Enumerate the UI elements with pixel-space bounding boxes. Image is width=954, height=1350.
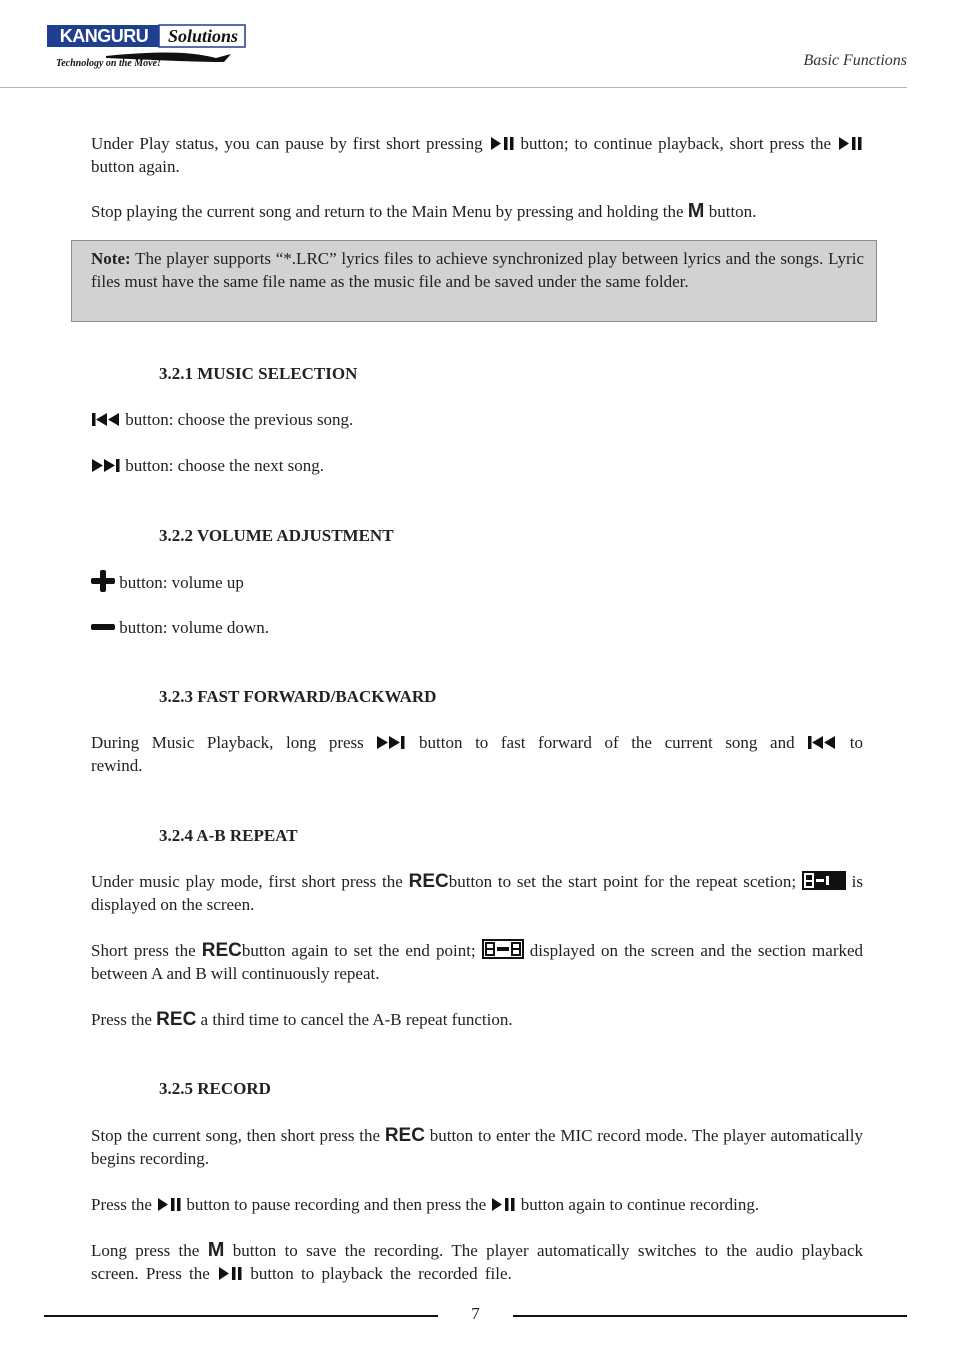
previous-icon — [807, 736, 837, 749]
heading-music-selection: 3.2.1 MUSIC SELECTION — [159, 364, 358, 383]
heading-fast-forward-backward: 3.2.3 FAST FORWARD/BACKWARD — [159, 687, 437, 706]
next-icon — [376, 736, 406, 749]
ab-repeat-paragraph-3: Press the REC a third time to cancel the A-B repeat function. — [91, 1009, 513, 1030]
footer-rule-left — [44, 1315, 438, 1317]
play-pause-icon — [489, 137, 515, 150]
intro-paragraph-2: Stop playing the current song and return to the Main Menu by pressing and holding the M button. — [91, 200, 757, 222]
footer-rule-right — [513, 1315, 907, 1317]
next-song-line: button: choose the next song. — [91, 454, 863, 477]
section-title: Basic Functions — [803, 52, 907, 69]
a-dash-repeat-icon — [802, 871, 846, 890]
play-pause-icon — [837, 137, 863, 150]
fast-forward-paragraph: During Music Playback, long press button to fast forward of the current song and to rewind. — [91, 733, 864, 775]
m-button-label: M — [687, 200, 705, 222]
prev-song-line: button: choose the previous song. — [91, 408, 863, 431]
rec-button-label: REC — [384, 1125, 425, 1146]
play-pause-icon — [156, 1198, 182, 1211]
brand-right: Solutions — [167, 26, 239, 46]
intro-paragraph-1: Under Play status, you can pause by first short pressing button; to continue playback, short press the button again. — [91, 132, 863, 178]
header-rule — [0, 87, 907, 88]
m-button-label: M — [207, 1239, 225, 1261]
heading-volume-adjustment: 3.2.2 VOLUME ADJUSTMENT — [159, 526, 394, 545]
note-text: The player supports “*.LRC” lyrics files to achieve synchronized play between lyrics and the songs. Lyric files must have the same file name as the music file and be saved under the same folder. — [91, 249, 864, 291]
note-label: Note: — [91, 249, 131, 268]
volume-up-line: button: volume up — [91, 570, 863, 594]
minus-icon — [91, 623, 115, 631]
tagline: Technology on the Move! — [56, 58, 161, 69]
brand-left: KANGURU — [59, 26, 149, 46]
note-box — [71, 240, 877, 322]
record-paragraph-2: Press the button to pause recording and then press the button again to continue recording. — [91, 1195, 760, 1214]
play-pause-icon — [490, 1198, 516, 1211]
a-b-repeat-icon — [482, 939, 524, 959]
plus-icon — [91, 570, 115, 592]
ab-repeat-paragraph-1: Under music play mode, first short press the RECbutton to set the start point for the repeat scetion; is displayed on the screen. — [91, 871, 864, 914]
rec-button-label: REC — [156, 1009, 197, 1030]
play-pause-icon — [217, 1267, 243, 1280]
rec-button-label: REC — [201, 940, 242, 961]
rec-button-label: REC — [408, 871, 449, 892]
volume-down-line: button: volume down. — [91, 616, 863, 639]
record-paragraph-3: Long press the M button to save the recording. The player automatically switches to the audio playback screen. Press the button to playback the recorded file. — [91, 1239, 864, 1283]
next-icon — [91, 459, 121, 472]
heading-ab-repeat: 3.2.4 A-B REPEAT — [159, 826, 298, 845]
previous-icon — [91, 413, 121, 426]
record-paragraph-1: Stop the current song, then short press the REC button to enter the MIC record mode. The player automatically begins recording. — [91, 1125, 863, 1168]
kanguru-logo — [46, 22, 246, 74]
page-number: 7 — [471, 1304, 480, 1323]
ab-repeat-paragraph-2: Short press the RECbutton again to set the end point; displayed on the screen and the section marked between A and B will continuously repeat. — [91, 940, 864, 983]
heading-record: 3.2.5 RECORD — [159, 1079, 271, 1098]
